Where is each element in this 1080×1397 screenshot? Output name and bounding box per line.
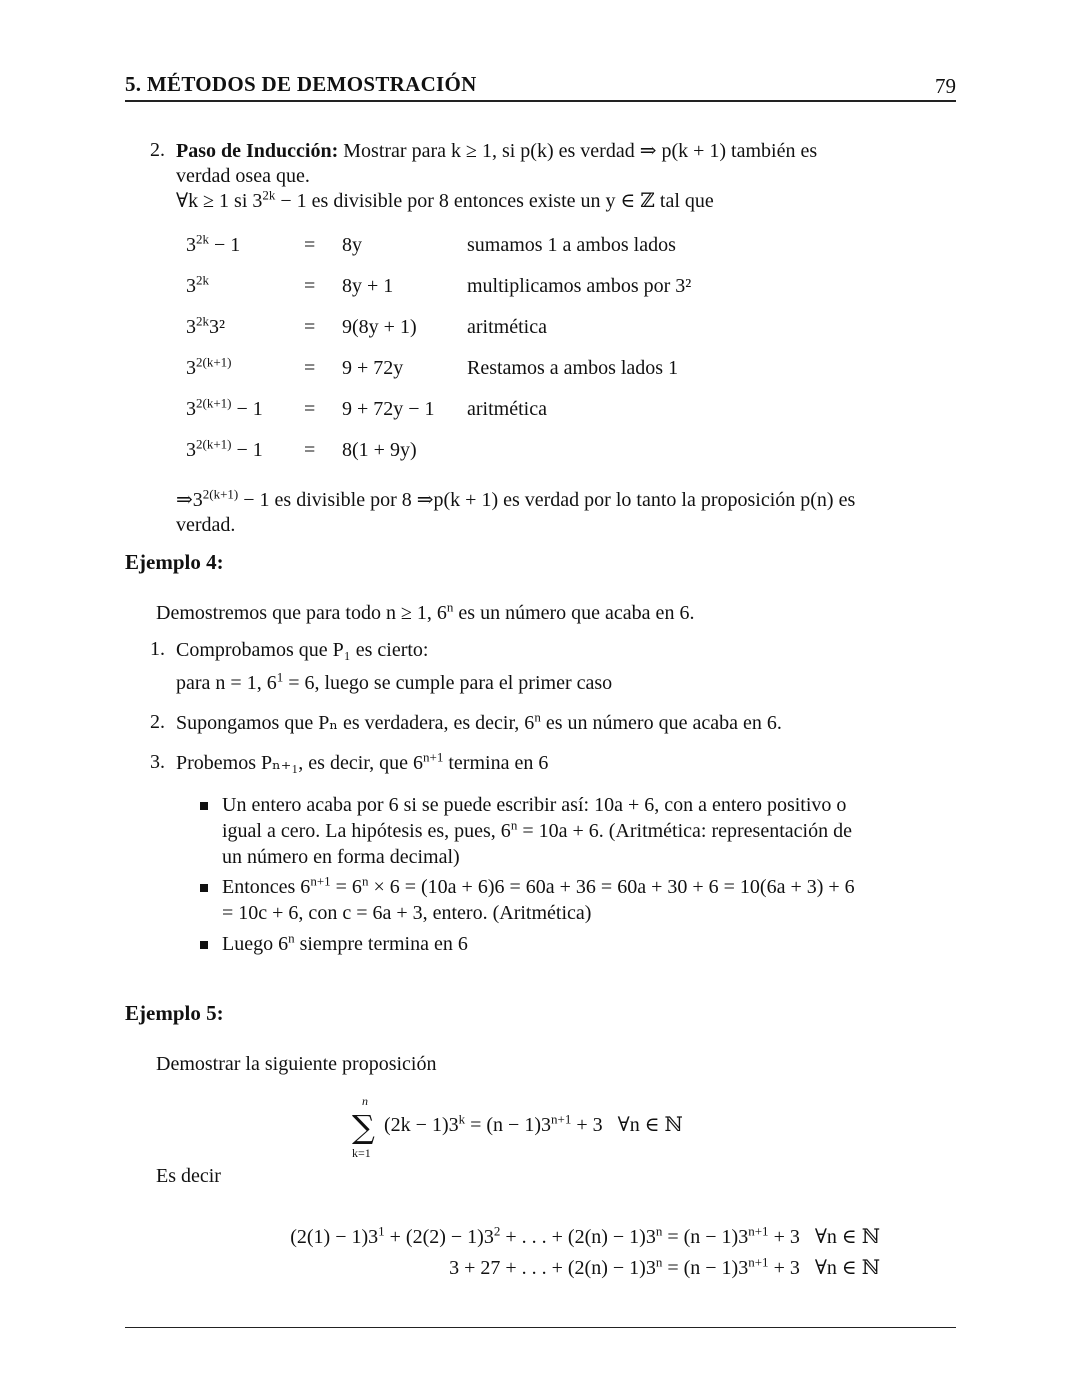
step-number: 2.: [150, 139, 165, 161]
equation-rhs: 8(1 + 9y): [342, 439, 417, 461]
bullet2-line1: [222, 875, 956, 900]
exp1-a: (2(1) − 1)3: [290, 1226, 379, 1248]
ej4-item1-sub-sup: 1: [276, 669, 284, 685]
equation-note: sumamos 1 a ambos lados: [467, 234, 676, 256]
bullet1-line3: un número en forma decimal): [222, 846, 460, 868]
sum-lower-limit: k=1: [352, 1146, 371, 1160]
equation-lhs: [186, 436, 263, 462]
exp1-s3: n: [655, 1223, 663, 1239]
lhs-exponent: 2(k+1): [196, 354, 232, 370]
conclusion-b: − 1 es divisible por 8 ⇒p(k + 1) es verdad por lo tanto la proposición p(n) es: [238, 489, 856, 511]
sum-upper-limit: n: [362, 1094, 368, 1108]
formula-c: + 3 ∀n ∈ ℕ: [571, 1114, 683, 1136]
bullet1-line1: Un entero acaba por 6 si se puede escribir así: 10a + 6, con a entero positivo o: [222, 794, 847, 816]
equation-rhs: 8y + 1: [342, 275, 394, 297]
equals-sign: =: [304, 439, 316, 461]
ej4-item3-sup: n+1: [423, 749, 444, 765]
summation-symbol: ∑: [352, 1108, 375, 1146]
lhs-exponent: 2k: [196, 313, 209, 329]
expansion-line2: [449, 1256, 880, 1281]
step2-line1: [176, 139, 956, 164]
step2-sup: 2k: [262, 187, 276, 203]
equals-sign: =: [304, 275, 316, 297]
ej4-item2-a: Supongamos que Pₙ es verdadera, es decir, 6: [176, 712, 535, 734]
b3-b: siempre termina en 6: [294, 933, 468, 955]
equation-rhs: 9(8y + 1): [342, 316, 417, 338]
exp1-c: + . . . + (2(n) − 1)3: [500, 1226, 656, 1248]
lhs-base: 3: [186, 234, 196, 256]
exp2-s1: n: [655, 1254, 663, 1270]
b1-l2-b: = 10a + 6. (Aritmética: representación de: [517, 820, 852, 842]
ej4-item3-number: 3.: [150, 751, 165, 773]
lhs-base: 3: [186, 275, 196, 297]
lhs-exponent: 2k: [196, 272, 209, 288]
formula-b: = (n − 1)3: [465, 1114, 551, 1136]
step2-line2: verdad osea que.: [176, 165, 310, 187]
bullet1-line2: [222, 819, 956, 844]
step2-text-c: ∀k ≥ 1 si 3: [176, 190, 263, 212]
conclusion-line1: [176, 488, 956, 513]
ejemplo4-heading: Ejemplo 4:: [125, 550, 224, 574]
equals-sign: =: [304, 316, 316, 338]
ej4-item2-number: 2.: [150, 711, 165, 733]
equals-sign: =: [304, 234, 316, 256]
exp2-a: 3 + 27 + . . . + (2(n) − 1)3: [449, 1257, 656, 1279]
formula-sup1: k: [458, 1111, 466, 1127]
running-header-title: 5. MÉTODOS DE DEMOSTRACIÓN: [125, 72, 477, 96]
equation-rhs: 9 + 72y − 1: [342, 398, 435, 420]
step2-label: Paso de Inducción:: [176, 140, 339, 162]
equation-rhs: 8y: [342, 234, 362, 256]
b2-a: Entonces 6: [222, 876, 311, 898]
lhs-rest: − 1: [209, 234, 241, 256]
formula-sup2: n+1: [551, 1111, 572, 1127]
exp1-b: + (2(2) − 1)3: [384, 1226, 494, 1248]
b2-c: × 6 = (10a + 6)6 = 60a + 36 = 60a + 30 + 6 = 10(6a + 3) + 6: [368, 876, 855, 898]
equation-note: multiplicamos ambos por 3²: [467, 275, 692, 297]
ej4-item3-b: termina en 6: [443, 752, 549, 774]
conclusion-sup: 2(k+1): [202, 486, 239, 502]
equation-lhs: [186, 313, 225, 339]
b2-sup1: n+1: [310, 873, 331, 889]
equation-lhs: [186, 395, 263, 421]
header-rule: [125, 100, 956, 102]
ej4-item2-sup: n: [534, 709, 541, 725]
b2-b: = 6: [330, 876, 362, 898]
exp1-s1: 1: [378, 1223, 385, 1239]
exp1-e: + 3 ∀n ∈ ℕ: [768, 1226, 880, 1248]
lhs-rest: − 1: [231, 398, 263, 420]
lhs-exponent: 2k: [196, 231, 209, 247]
lhs-base: 3: [186, 316, 196, 338]
ej4-item1-number: 1.: [150, 638, 165, 660]
step2-text-a: Mostrar para k ≥ 1, si p(k) es verdad ⇒ p(k + 1) también es: [338, 140, 818, 162]
equation-lhs: [186, 354, 232, 380]
ej4-item1-sub-a: para n = 1, 6: [176, 672, 277, 694]
b3-a: Luego 6: [222, 933, 289, 955]
footer-rule: [125, 1327, 956, 1328]
bullet-marker: [200, 884, 208, 892]
bullet-marker: [200, 802, 208, 810]
expansion-line1: [290, 1225, 880, 1250]
b1-l2-sup: n: [510, 817, 518, 833]
exp2-s2: n+1: [748, 1254, 769, 1270]
ej4-item2: [176, 711, 782, 736]
es-decir: Es decir: [156, 1165, 221, 1187]
page-number: 79: [935, 74, 956, 98]
conclusion-line2: verdad.: [176, 514, 236, 536]
lhs-exponent: 2(k+1): [196, 395, 232, 411]
exp2-c: + 3 ∀n ∈ ℕ: [768, 1257, 880, 1279]
lhs-base: 3: [186, 357, 196, 379]
ej4-item1: Comprobamos que P₁ es cierto:: [176, 639, 429, 661]
ej4-intro-b: es un número que acaba en 6.: [453, 602, 695, 624]
equation-rhs: 9 + 72y: [342, 357, 404, 379]
ej4-item3-a: Probemos Pₙ₊₁, es decir, que 6: [176, 752, 424, 774]
exp1-d: = (n − 1)3: [662, 1226, 749, 1248]
bullet-marker: [200, 941, 208, 949]
b1-l2-a: igual a cero. La hipótesis es, pues, 6: [222, 820, 511, 842]
ej4-item1-sub-b: = 6, luego se cumple para el primer caso: [283, 672, 613, 694]
b3-sup: n: [288, 930, 295, 946]
ej4-item1-sub: [176, 671, 612, 696]
bullet2-line2: = 10c + 6, con c = 6a + 3, entero. (Aritmética): [222, 902, 592, 924]
bullet3: [222, 932, 956, 957]
ejemplo5-intro: Demostrar la siguiente proposición: [156, 1053, 437, 1075]
equation-note: aritmética: [467, 398, 547, 420]
ej4-intro-sup: n: [446, 599, 454, 615]
lhs-base: 3: [186, 439, 196, 461]
sum-formula: [384, 1113, 683, 1138]
equation-note: aritmética: [467, 316, 547, 338]
formula-a: (2k − 1)3: [384, 1114, 459, 1136]
equation-note: Restamos a ambos lados 1: [467, 357, 679, 379]
lhs-rest: 3²: [209, 316, 225, 338]
lhs-rest: − 1: [231, 439, 263, 461]
step2-text-c-rest: − 1 es divisible por 8 entonces existe un y ∈ ℤ tal que: [275, 190, 714, 212]
lhs-base: 3: [186, 398, 196, 420]
ej4-intro-a: Demostremos que para todo n ≥ 1, 6: [156, 602, 447, 624]
exp2-b: = (n − 1)3: [662, 1257, 749, 1279]
equation-lhs: [186, 231, 241, 257]
step2-line3: [176, 189, 956, 214]
ejemplo4-intro: [156, 601, 694, 626]
equals-sign: =: [304, 357, 316, 379]
ej4-item2-b: es un número que acaba en 6.: [540, 712, 782, 734]
ej4-item3: [176, 751, 548, 776]
conclusion-a: ⇒3: [176, 489, 203, 511]
exp1-s4: n+1: [748, 1223, 769, 1239]
b2-sup2: n: [361, 873, 369, 889]
exp1-s2: 2: [493, 1223, 501, 1239]
ejemplo5-heading: Ejemplo 5:: [125, 1001, 224, 1025]
equals-sign: =: [304, 398, 316, 420]
equation-lhs: [186, 272, 209, 298]
lhs-exponent: 2(k+1): [196, 436, 232, 452]
